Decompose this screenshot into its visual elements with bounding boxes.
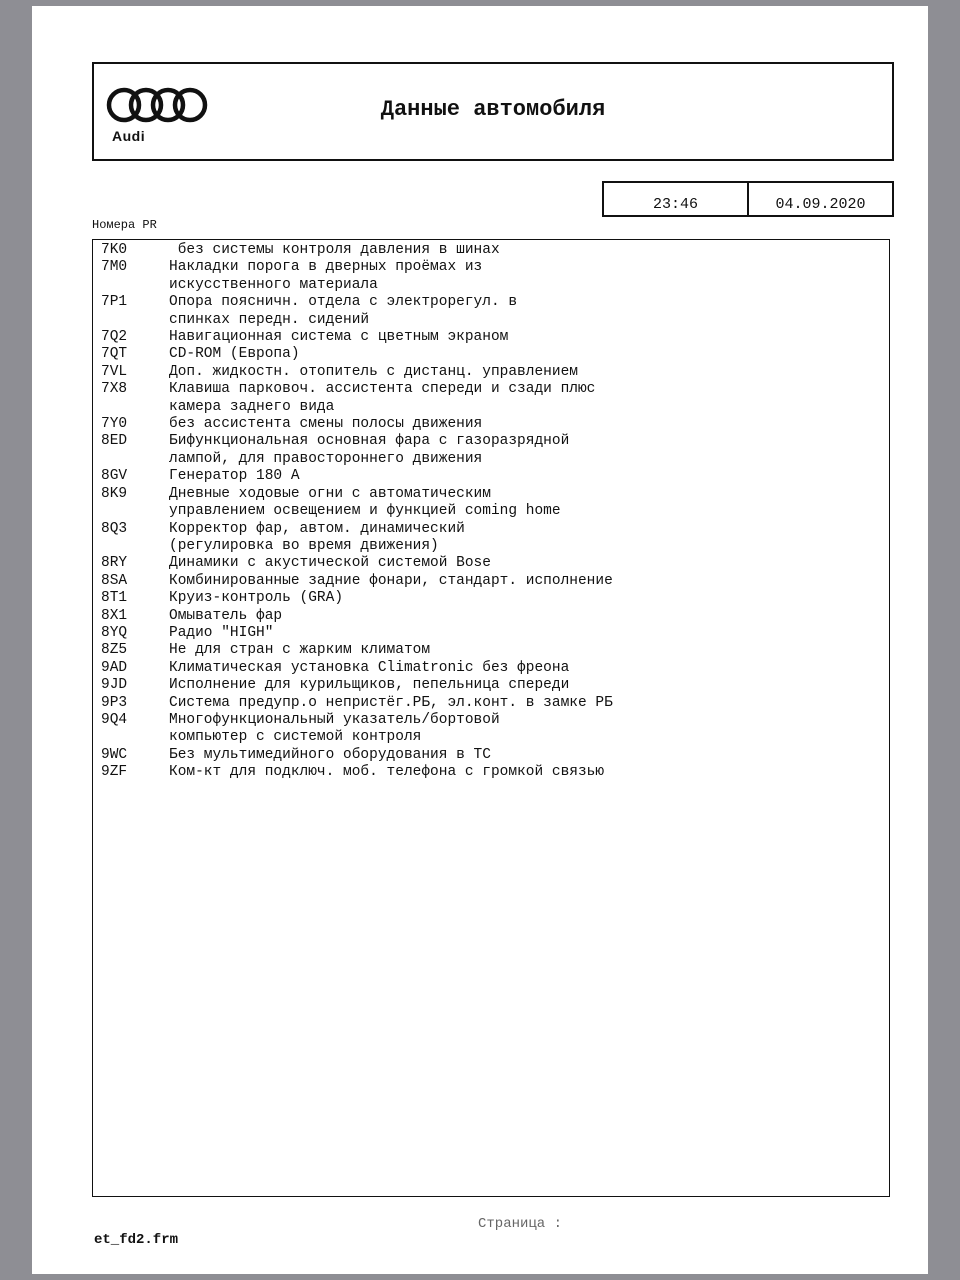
list-item <box>101 294 883 311</box>
list-item <box>101 590 883 607</box>
time-value: 23:46 <box>652 196 698 213</box>
pr-code: 8YQ <box>101 624 128 641</box>
pr-description: без системы контроля давления в шинах <box>169 242 500 258</box>
pr-code: 9P3 <box>101 694 128 711</box>
pr-description: Опора поясничн. отдела с электрорегул. в <box>169 294 518 311</box>
pr-code: 7M0 <box>101 259 128 276</box>
list-item <box>101 521 883 538</box>
list-item <box>101 433 883 450</box>
pr-description: Доп. жидкостн. отопитель с дистанц. управлением <box>169 363 578 380</box>
pr-code: 8RY <box>101 555 128 572</box>
list-item <box>101 451 883 468</box>
list-item <box>101 747 883 764</box>
pr-description: Круиз-контроль (GRA) <box>169 590 344 607</box>
pr-description: CD-ROM (Европа) <box>169 346 300 363</box>
list-item <box>101 399 883 416</box>
list-item <box>101 416 883 433</box>
pr-code: 8ED <box>101 433 128 450</box>
pr-description: искусственного материала <box>169 276 378 293</box>
pr-code: 9AD <box>101 659 128 676</box>
list-item <box>101 712 883 729</box>
page-number-label: Страница : <box>478 1216 563 1232</box>
list-item <box>101 660 883 677</box>
pr-code-rows <box>101 242 883 782</box>
list-item <box>101 277 883 294</box>
brand-name: Audi <box>112 128 146 144</box>
pr-code: 8GV <box>101 468 128 485</box>
pr-code: 8Z5 <box>101 642 128 659</box>
pr-code: 7Y0 <box>101 416 128 433</box>
pr-description: компьютер с системой контроля <box>169 729 422 746</box>
pr-description: Клавиша парковоч. ассистента спереди и сзади плюс <box>169 381 596 398</box>
pr-description: спинках передн. сидений <box>169 311 370 328</box>
pr-code: 8Q3 <box>101 520 128 537</box>
pr-description: Исполнение для курильщиков, пепельница спереди <box>169 677 570 694</box>
pr-code <box>101 312 169 329</box>
list-item <box>101 538 883 555</box>
page-title: Данные автомобиля <box>380 97 606 122</box>
pr-code: 7K0 <box>101 242 128 258</box>
pr-description: камера заднего вида <box>169 398 335 415</box>
pr-description: без ассистента смены полосы движения <box>169 416 483 433</box>
pr-code: 7P1 <box>101 294 128 311</box>
list-item <box>101 573 883 590</box>
pr-code <box>101 538 169 555</box>
pr-code-list <box>92 239 890 1197</box>
list-item <box>101 381 883 398</box>
pr-description: лампой, для правостороннего движения <box>169 450 483 467</box>
pr-description: Динамики с акустической системой Bose <box>169 555 491 572</box>
list-item <box>101 729 883 746</box>
pr-code: 8K9 <box>101 485 128 502</box>
list-item <box>101 468 883 485</box>
list-item <box>101 764 883 781</box>
pr-description: управлением освещением и функцией coming home <box>169 503 561 520</box>
pr-description: Дневные ходовые огни с автоматическим <box>169 485 491 502</box>
pr-description: Комбинированные задние фонари, стандарт. исполнение <box>169 572 613 589</box>
pr-code <box>101 451 169 468</box>
pr-description: Накладки порога в дверных проёмах из <box>169 259 483 276</box>
pr-description: Без мультимедийного оборудования в ТС <box>169 746 491 763</box>
document-header <box>92 62 894 161</box>
pr-code <box>101 503 169 520</box>
list-item <box>101 642 883 659</box>
pr-code: 8X1 <box>101 607 128 624</box>
document-page <box>32 6 928 1274</box>
list-item <box>101 312 883 329</box>
list-item <box>101 329 883 346</box>
list-item <box>101 259 883 276</box>
pr-description: Не для стран с жарким климатом <box>169 642 431 659</box>
pr-description: Навигационная система с цветным экраном <box>169 329 509 346</box>
list-item <box>101 242 883 259</box>
form-name: et_fd2.frm <box>94 1232 179 1248</box>
datetime-box <box>602 181 894 217</box>
pr-code: 7VL <box>101 363 128 380</box>
pr-code: 7X8 <box>101 381 128 398</box>
pr-description: (регулировка во время движения) <box>169 537 439 554</box>
pr-code: 7Q2 <box>101 329 128 346</box>
date-value: 04.09.2020 <box>747 183 892 215</box>
pr-code <box>101 729 169 746</box>
list-item <box>101 346 883 363</box>
pr-description: Радио "HIGH" <box>169 624 274 641</box>
pr-code: 9Q4 <box>101 711 128 728</box>
pr-description: Ком-кт для подключ. моб. телефона с громкой связью <box>169 764 605 781</box>
pr-description: Корректор фар, автом. динамический <box>169 520 465 537</box>
pr-code: 9WC <box>101 746 128 763</box>
pr-code <box>101 277 169 294</box>
pr-code: 7QT <box>101 346 128 363</box>
pr-description: Система предупр.о непристёг.РБ, эл.конт. в замке РБ <box>169 694 613 711</box>
pr-description: Омыватель фар <box>169 607 283 624</box>
pr-code: 9ZF <box>101 764 128 781</box>
list-item <box>101 677 883 694</box>
section-label: Номера PR <box>92 218 157 232</box>
list-item <box>101 486 883 503</box>
pr-code: 8SA <box>101 572 128 589</box>
list-item <box>101 555 883 572</box>
list-item <box>101 503 883 520</box>
pr-description: Генератор 180 А <box>169 468 300 485</box>
list-item <box>101 625 883 642</box>
pr-code: 8T1 <box>101 590 128 607</box>
pr-code: 9JD <box>101 677 128 694</box>
pr-description: Многофункциональный указатель/бортовой <box>169 711 500 728</box>
list-item <box>101 364 883 381</box>
list-item <box>101 608 883 625</box>
pr-code <box>101 399 169 416</box>
pr-description: Климатическая установка Climatronic без фреона <box>169 659 570 676</box>
list-item <box>101 695 883 712</box>
pr-description: Бифункциональная основная фара с газоразрядной <box>169 433 570 450</box>
